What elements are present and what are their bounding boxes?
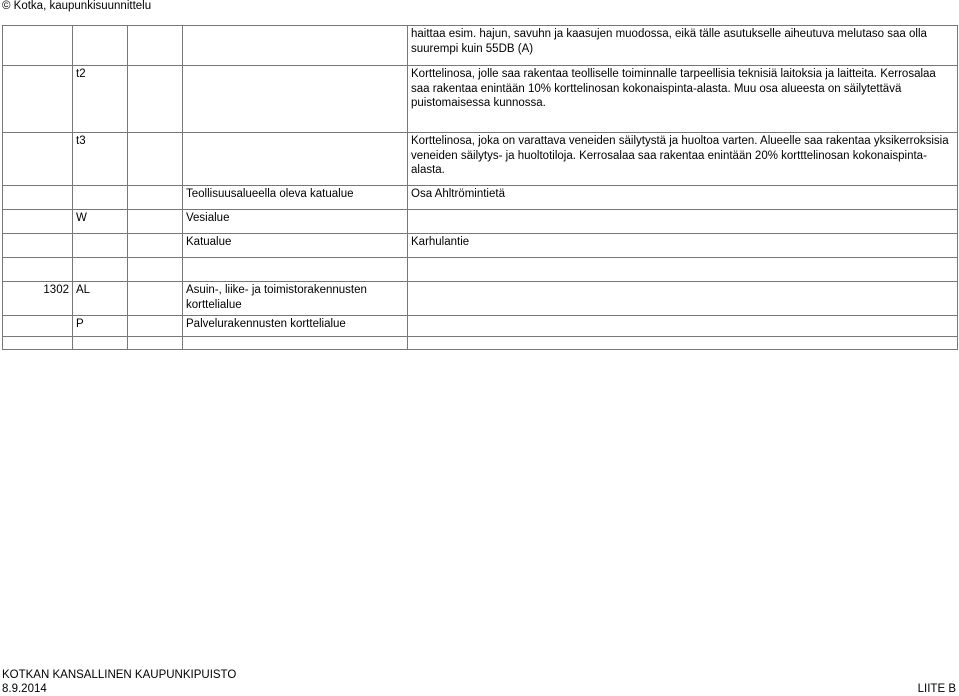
table-cell-code xyxy=(73,234,128,258)
table-cell-empty xyxy=(128,186,183,210)
table-cell-area: Katualue xyxy=(183,234,408,258)
table-cell-area: Palvelurakennusten korttelialue xyxy=(183,316,408,337)
table-cell-area xyxy=(183,133,408,186)
table-cell-area: Vesialue xyxy=(183,210,408,234)
table-cell-code: t2 xyxy=(73,66,128,133)
table-cell-empty xyxy=(128,282,183,316)
table-row xyxy=(3,234,958,258)
table-row xyxy=(3,316,958,337)
table-cell-description xyxy=(408,337,958,350)
table-cell-area xyxy=(183,258,408,282)
table-cell-block: 1302 xyxy=(3,282,73,316)
footer-appendix-label: LIITE B xyxy=(917,683,956,695)
table-cell-description: Karhulantie xyxy=(408,234,958,258)
table-cell-empty xyxy=(128,234,183,258)
table-cell-code xyxy=(73,337,128,350)
table-row xyxy=(3,282,958,316)
table-cell-description: Korttelinosa, joka on varattava veneiden säilytystä ja huoltoa varten. Alueelle saa rakentaa yksikerroksisia veneiden säilytys- ja huoltotiloja. Kerrosalaa saa rakentaa enintään 20% kortttelinosan kokonaispinta-alasta. xyxy=(408,133,958,186)
table-cell-area: Asuin-, liike- ja toimistorakennusten korttelialue xyxy=(183,282,408,316)
table-cell-block xyxy=(3,66,73,133)
table-cell-description xyxy=(408,282,958,316)
table-row xyxy=(3,26,958,66)
table-row xyxy=(3,210,958,234)
table-cell-block xyxy=(3,133,73,186)
table-cell-empty xyxy=(128,26,183,66)
table-cell-description xyxy=(408,210,958,234)
table-row xyxy=(3,337,958,350)
table-cell-block xyxy=(3,186,73,210)
table-cell-empty xyxy=(128,316,183,337)
table-cell-code: P xyxy=(73,316,128,337)
table-cell-empty xyxy=(128,66,183,133)
table-cell-code xyxy=(73,258,128,282)
table-row xyxy=(3,66,958,133)
table-cell-description: Korttelinosa, jolle saa rakentaa teolliselle toiminnalle tarpeellisia teknisiä laitoksia ja laitteita. Kerrosalaa saa rakentaa enintään 10% korttelinosan kokonaispinta-alasta. Muu osa alueesta on säilytettävä puistomaisessa kunnossa. xyxy=(408,66,958,133)
copyright-label: © Kotka, kaupunkisuunnittelu xyxy=(0,0,157,13)
table-cell-empty xyxy=(128,133,183,186)
footer-document-title: KOTKAN KANSALLINEN KAUPUNKIPUISTO xyxy=(2,669,237,681)
table-cell-description: Osa Ahltrömintietä xyxy=(408,186,958,210)
table-cell-description: haittaa esim. hajun, savuhn ja kaasujen muodossa, eikä tälle asutukselle aiheutuva melutaso saa olla suurempi kuin 55DB (A) xyxy=(408,26,958,66)
table-cell-block xyxy=(3,210,73,234)
table-cell-area: Teollisuusalueella oleva katualue xyxy=(183,186,408,210)
table-cell-code: t3 xyxy=(73,133,128,186)
table-row xyxy=(3,186,958,210)
table-cell-block xyxy=(3,26,73,66)
table-cell-code xyxy=(73,186,128,210)
table-cell-description xyxy=(408,316,958,337)
footer-date: 8.9.2014 xyxy=(2,683,47,695)
table-cell-area xyxy=(183,337,408,350)
table-cell-code xyxy=(73,26,128,66)
table-cell-code: AL xyxy=(73,282,128,316)
plan-regulations-table xyxy=(2,25,958,350)
table-cell-code: W xyxy=(73,210,128,234)
table-cell-empty xyxy=(128,258,183,282)
table-cell-block xyxy=(3,316,73,337)
table-cell-block xyxy=(3,258,73,282)
table-cell-area xyxy=(183,66,408,133)
table-cell-area xyxy=(183,26,408,66)
table-row xyxy=(3,133,958,186)
table-row xyxy=(3,258,958,282)
table-cell-block xyxy=(3,234,73,258)
table-cell-block xyxy=(3,337,73,350)
table-cell-empty xyxy=(128,337,183,350)
table-cell-empty xyxy=(128,210,183,234)
table-cell-description xyxy=(408,258,958,282)
